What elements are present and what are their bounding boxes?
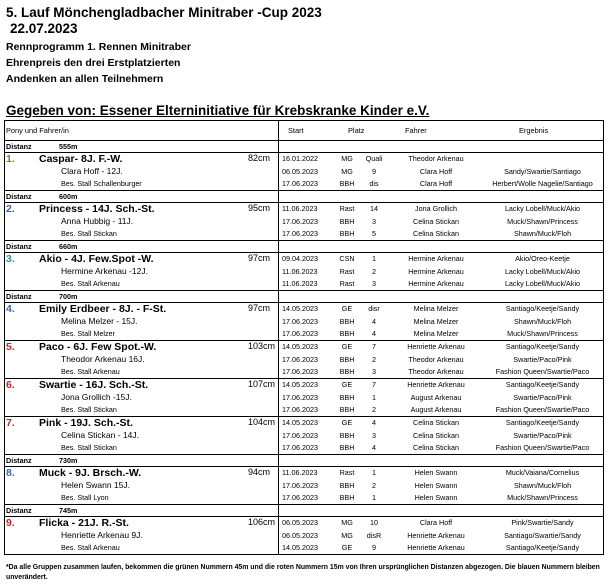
result-track: MG bbox=[341, 530, 353, 540]
result-driver: Theodor Arkenau bbox=[408, 354, 464, 364]
result-driver: Henriette Arkenau bbox=[407, 530, 465, 540]
entry-number: 4. bbox=[6, 302, 15, 315]
result-driver: Henriette Arkenau bbox=[407, 543, 465, 552]
page-title: 5. Lauf Mönchengladbacher Minitraber -Cup 2023 bbox=[6, 5, 322, 20]
result-place: dis bbox=[369, 179, 379, 188]
distance-label: Distanz bbox=[6, 455, 32, 465]
stable-name: Bes. Stall Melzer bbox=[61, 328, 115, 338]
result-track: MG bbox=[341, 518, 353, 527]
result-outcome: Santiago/Keetje/Sandy bbox=[505, 543, 580, 552]
result-track: BBH bbox=[339, 493, 355, 502]
result-driver: Theodor Arkenau bbox=[408, 154, 464, 163]
result-outcome: Swartie/Paco/Pink bbox=[513, 392, 572, 402]
result-track: GE bbox=[341, 418, 353, 427]
result-place: 3 bbox=[372, 216, 376, 226]
result-track: MG bbox=[341, 154, 353, 163]
pony-name: Caspar- 8J. F.-W. bbox=[39, 152, 123, 165]
result-outcome: Santiago/Keetje/Sandy bbox=[505, 418, 580, 427]
result-driver: Henriette Arkenau bbox=[407, 342, 465, 351]
distance-value: 700m bbox=[59, 291, 78, 301]
result-date: 06.05.2023 bbox=[282, 166, 318, 176]
entry-number: 1. bbox=[6, 152, 15, 165]
result-track: BBH bbox=[339, 430, 355, 440]
pony-name: Akio - 4J. Few.Spot -W. bbox=[39, 252, 154, 265]
result-driver: Hermine Arkenau bbox=[408, 254, 464, 263]
result-date: 17.06.2023 bbox=[282, 229, 318, 238]
pony-height: 97cm bbox=[248, 302, 271, 313]
result-place: 3 bbox=[372, 279, 376, 288]
entry-number: 9. bbox=[6, 516, 15, 529]
result-track: BBH bbox=[339, 367, 355, 376]
result-outcome: Sandy/Swartie/Santiago bbox=[504, 166, 581, 176]
result-place: 3 bbox=[372, 430, 376, 440]
result-track: BBH bbox=[339, 179, 355, 188]
col-header-pony: Pony und Fahrer/in bbox=[6, 126, 69, 135]
entry-number: 7. bbox=[6, 416, 15, 429]
result-track: GE bbox=[341, 380, 353, 389]
col-header-platz: Platz bbox=[348, 126, 365, 135]
driver-name: Clara Hoff - 12J. bbox=[61, 165, 123, 176]
result-driver: August Arkenau bbox=[410, 405, 462, 414]
result-outcome: Swartie/Paco/Pink bbox=[513, 354, 572, 364]
column-divider bbox=[278, 120, 279, 554]
pony-name: Pink - 19J. Sch.-St. bbox=[39, 416, 133, 429]
pony-height: 95cm bbox=[248, 202, 271, 213]
pony-height: 106cm bbox=[248, 516, 276, 527]
stable-name: Bes. Stall Arkenau bbox=[61, 366, 120, 376]
result-place: 4 bbox=[372, 443, 376, 452]
result-driver: Celina Stickan bbox=[413, 229, 459, 238]
result-track: MG bbox=[341, 166, 353, 176]
result-outcome: Shawn/Muck/Floh bbox=[513, 480, 572, 490]
row-divider bbox=[4, 140, 604, 141]
col-header-start: Start bbox=[288, 126, 304, 135]
distance-label: Distanz bbox=[6, 505, 32, 515]
driver-name: Henriette Arkenau 9J. bbox=[61, 529, 143, 540]
result-date: 17.06.2023 bbox=[282, 329, 318, 338]
result-date: 17.06.2023 bbox=[282, 480, 318, 490]
stable-name: Bes. Stall Lyon bbox=[61, 492, 109, 502]
result-place: Quali bbox=[365, 154, 383, 163]
result-driver: Celina Stickan bbox=[413, 216, 459, 226]
result-outcome: Lacky Lobell/Muck/Akio bbox=[504, 279, 581, 288]
pony-height: 107cm bbox=[248, 378, 276, 389]
result-place: 9 bbox=[372, 166, 376, 176]
result-driver: August Arkenau bbox=[410, 392, 462, 402]
result-outcome: Lacky Lobell/Muck/Akio bbox=[504, 266, 581, 276]
result-track: GE bbox=[341, 304, 353, 313]
result-driver: Clara Hoff bbox=[419, 166, 453, 176]
stable-name: Bes. Stall Arkenau bbox=[61, 278, 120, 288]
result-place: 4 bbox=[372, 316, 376, 326]
sponsor-line: Gegeben von: Essener Elterninitiative für Krebskranke Kinder e.V. bbox=[6, 103, 430, 118]
driver-name: Theodor Arkenau 16J. bbox=[61, 353, 145, 364]
distance-value: 660m bbox=[59, 241, 78, 251]
stable-name: Bes. Stall Stickan bbox=[61, 442, 117, 452]
result-date: 17.06.2023 bbox=[282, 493, 318, 502]
result-place: 5 bbox=[372, 229, 376, 238]
result-driver: Theodor Arkenau bbox=[408, 367, 464, 376]
result-driver: Helen Swann bbox=[414, 480, 458, 490]
result-track: BBH bbox=[339, 316, 355, 326]
result-date: 14.05.2023 bbox=[282, 543, 318, 552]
entry-number: 3. bbox=[6, 252, 15, 265]
result-date: 09.04.2023 bbox=[282, 254, 318, 263]
result-date: 11.06.2023 bbox=[282, 468, 318, 477]
entry-number: 2. bbox=[6, 202, 15, 215]
pony-height: 104cm bbox=[248, 416, 276, 427]
result-track: BBH bbox=[339, 392, 355, 402]
stable-name: Bes. Stall Stickan bbox=[61, 404, 117, 414]
driver-name: Melina Melzer - 15J. bbox=[61, 315, 138, 326]
driver-name: Helen Swann 15J. bbox=[61, 479, 130, 490]
pony-name: Paco - 6J. Few Spot.-W. bbox=[39, 340, 157, 353]
entry-number: 8. bbox=[6, 466, 15, 479]
result-driver: Jona Grollich bbox=[415, 204, 457, 213]
row-divider bbox=[4, 290, 604, 291]
pony-name: Princess - 14J. Sch.-St. bbox=[39, 202, 155, 215]
result-outcome: Lacky Lobell/Muck/Akio bbox=[504, 204, 581, 213]
pony-name: Flicka - 21J. R.-St. bbox=[39, 516, 129, 529]
result-outcome: Santiago/Keetje/Sandy bbox=[505, 304, 580, 313]
result-place: 4 bbox=[372, 418, 376, 427]
result-date: 14.05.2023 bbox=[282, 380, 318, 389]
result-track: GE bbox=[341, 342, 353, 351]
distance-label: Distanz bbox=[6, 291, 32, 301]
column-divider bbox=[4, 120, 5, 554]
driver-name: Hermine Arkenau -12J. bbox=[61, 265, 148, 276]
result-place: 10 bbox=[370, 518, 378, 527]
result-track: BBH bbox=[339, 405, 355, 414]
result-place: 1 bbox=[372, 468, 376, 477]
result-date: 17.06.2023 bbox=[282, 392, 318, 402]
result-outcome: Swartie/Paco/Pink bbox=[513, 430, 572, 440]
result-track: Rast bbox=[339, 468, 355, 477]
distance-value: 555m bbox=[59, 141, 78, 151]
driver-name: Jona Grollich -15J. bbox=[61, 391, 132, 402]
footnote: *Da alle Gruppen zusammen laufen, bekommen die grünen Nummern 45m und die roten Nummern 15m von Ihren ursprünglichen Distanzen abgezogen. Die blauen Nummern bleiben unverändert. bbox=[6, 564, 600, 581]
pony-height: 94cm bbox=[248, 466, 271, 477]
result-place: 1 bbox=[372, 254, 376, 263]
result-track: BBH bbox=[339, 216, 355, 226]
result-track: BBH bbox=[339, 354, 355, 364]
distance-value: 745m bbox=[59, 505, 78, 515]
result-track: BBH bbox=[339, 229, 355, 238]
pony-height: 97cm bbox=[248, 252, 271, 263]
result-date: 14.05.2023 bbox=[282, 342, 318, 351]
result-track: GE bbox=[341, 543, 353, 552]
result-driver: Henriette Arkenau bbox=[407, 380, 465, 389]
row-divider bbox=[4, 120, 604, 121]
result-date: 11.06.2023 bbox=[282, 204, 318, 213]
program-line: Rennprogramm 1. Rennen Minitraber bbox=[6, 41, 191, 53]
result-outcome: Muck/Shawn/Princess bbox=[507, 329, 578, 338]
result-date: 17.06.2023 bbox=[282, 405, 318, 414]
row-divider bbox=[4, 554, 604, 555]
result-driver: Clara Hoff bbox=[419, 179, 453, 188]
result-place: 1 bbox=[372, 493, 376, 502]
distance-label: Distanz bbox=[6, 191, 32, 201]
result-date: 17.06.2023 bbox=[282, 316, 318, 326]
result-driver: Helen Swann bbox=[414, 493, 458, 502]
result-track: BBH bbox=[339, 329, 355, 338]
result-outcome: Fashion Queen/Swartie/Paco bbox=[495, 405, 590, 414]
result-track: Rast bbox=[339, 204, 355, 213]
col-header-ergebnis: Ergebnis bbox=[519, 126, 549, 135]
pony-name: Muck - 9J. Brsch.-W. bbox=[39, 466, 142, 479]
result-track: Rast bbox=[339, 279, 355, 288]
result-place: 14 bbox=[370, 204, 378, 213]
distance-label: Distanz bbox=[6, 141, 32, 151]
result-driver: Celina Stickan bbox=[413, 418, 459, 427]
result-place: disR bbox=[366, 530, 382, 540]
pony-name: Emily Erdbeer - 8J. - F-St. bbox=[39, 302, 167, 315]
result-driver: Clara Hoff bbox=[419, 518, 453, 527]
result-date: 11.06.2023 bbox=[282, 266, 318, 276]
race-date: 22.07.2023 bbox=[10, 21, 78, 36]
result-track: CSN bbox=[339, 254, 355, 263]
result-place: 2 bbox=[372, 480, 376, 490]
result-driver: Celina Stickan bbox=[413, 443, 459, 452]
result-outcome: Muck/Shawn/Princess bbox=[507, 216, 578, 226]
result-place: 2 bbox=[372, 354, 376, 364]
result-date: 17.06.2023 bbox=[282, 179, 318, 188]
driver-name: Celina Stickan - 14J. bbox=[61, 429, 139, 440]
result-outcome: Shawn/Muck/Floh bbox=[513, 316, 572, 326]
result-driver: Hermine Arkenau bbox=[408, 279, 464, 288]
result-outcome: Fashion Queen/Swartie/Paco bbox=[495, 443, 590, 452]
result-outcome: Santiago/Keetje/Sandy bbox=[505, 380, 580, 389]
result-driver: Melina Melzer bbox=[413, 304, 459, 313]
result-place: 9 bbox=[372, 543, 376, 552]
result-date: 14.05.2023 bbox=[282, 304, 318, 313]
pony-name: Swartie - 16J. Sch.-St. bbox=[39, 378, 149, 391]
souvenir-line: Andenken an allen Teilnehmern bbox=[6, 73, 164, 85]
result-outcome: Santiago/Keetje/Sandy bbox=[505, 342, 580, 351]
result-place: 7 bbox=[372, 342, 376, 351]
driver-name: Anna Hubbig - 11J. bbox=[61, 215, 134, 226]
result-date: 16.01.2022 bbox=[282, 154, 318, 163]
result-place: 3 bbox=[372, 367, 376, 376]
result-date: 17.06.2023 bbox=[282, 430, 318, 440]
result-driver: Hermine Arkenau bbox=[408, 266, 464, 276]
result-outcome: Pink/Swartie/Sandy bbox=[511, 518, 574, 527]
row-divider bbox=[4, 240, 604, 241]
pony-height: 103cm bbox=[248, 340, 276, 351]
result-date: 17.06.2023 bbox=[282, 367, 318, 376]
column-divider bbox=[603, 120, 604, 554]
entry-number: 5. bbox=[6, 340, 15, 353]
result-place: 2 bbox=[372, 405, 376, 414]
stable-name: Bes. Stall Arkenau bbox=[61, 542, 120, 552]
pony-height: 82cm bbox=[248, 152, 271, 163]
stable-name: Bes. Stall Schallenburger bbox=[61, 178, 142, 188]
result-driver: Melina Melzer bbox=[413, 329, 459, 338]
result-date: 11.06.2023 bbox=[282, 279, 318, 288]
result-place: 2 bbox=[372, 266, 376, 276]
result-track: Rast bbox=[339, 266, 355, 276]
entry-number: 6. bbox=[6, 378, 15, 391]
result-outcome: Shawn/Muck/Floh bbox=[513, 229, 572, 238]
result-driver: Helen Swann bbox=[414, 468, 458, 477]
result-driver: Melina Melzer bbox=[413, 316, 459, 326]
result-date: 06.05.2023 bbox=[282, 518, 318, 527]
distance-value: 730m bbox=[59, 455, 78, 465]
distance-label: Distanz bbox=[6, 241, 32, 251]
result-place: 7 bbox=[372, 380, 376, 389]
result-place: 4 bbox=[372, 329, 376, 338]
result-outcome: Muck/Vaiana/Cornelius bbox=[505, 468, 580, 477]
row-divider bbox=[4, 504, 604, 505]
stable-name: Bes. Stall Stickan bbox=[61, 228, 117, 238]
col-header-fahrer: Fahrer bbox=[405, 126, 427, 135]
result-track: BBH bbox=[339, 480, 355, 490]
result-date: 17.06.2023 bbox=[282, 216, 318, 226]
result-date: 17.06.2023 bbox=[282, 443, 318, 452]
result-date: 06.05.2023 bbox=[282, 530, 318, 540]
result-outcome: Muck/Shawn/Princess bbox=[507, 493, 578, 502]
row-divider bbox=[4, 190, 604, 191]
result-outcome: Fashion Queen/Swartie/Paco bbox=[495, 367, 590, 376]
result-track: BBH bbox=[339, 443, 355, 452]
result-outcome: Herbert/Wolle Nagelie/Santiago bbox=[492, 179, 593, 188]
result-outcome: Santiago/Swartie/Sandy bbox=[504, 530, 581, 540]
result-date: 14.05.2023 bbox=[282, 418, 318, 427]
result-driver: Celina Stickan bbox=[413, 430, 459, 440]
prize-line: Ehrenpreis den drei Erstplatzierten bbox=[6, 57, 181, 69]
result-outcome: Akio/Oreo-Keetje bbox=[515, 254, 570, 263]
distance-value: 600m bbox=[59, 191, 78, 201]
row-divider bbox=[4, 454, 604, 455]
result-place: disr bbox=[368, 304, 380, 313]
result-date: 17.06.2023 bbox=[282, 354, 318, 364]
result-place: 1 bbox=[372, 392, 376, 402]
race-table bbox=[4, 120, 604, 564]
